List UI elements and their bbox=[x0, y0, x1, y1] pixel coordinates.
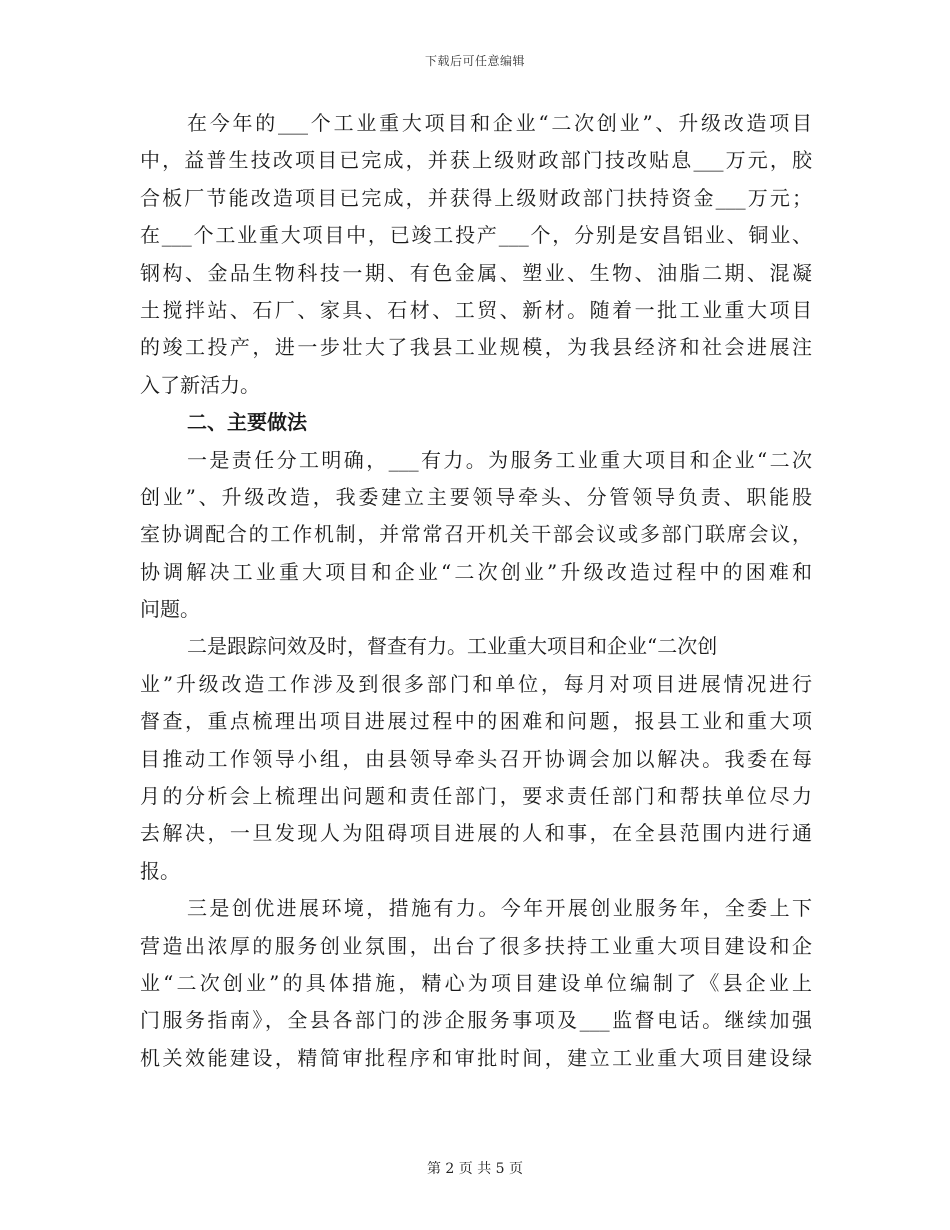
text-line: 一是责任分工明确，___有力。为服务工业重大项目和企业“二次 bbox=[187, 447, 812, 472]
text-line: 营造出浓厚的服务创业氛围，出台了很多扶持工业重大项目建设和企 bbox=[140, 933, 812, 958]
text-line: 督查，重点梳理出项目进展过程中的困难和问题，报县工业和重大项 bbox=[140, 709, 812, 734]
text-line: 目推动工作领导小组，由县领导牵头召开协调会加以解决。我委在每 bbox=[140, 746, 812, 771]
text-line: 业”升级改造工作涉及到很多部门和单位，每月对项目进展情况进行 bbox=[140, 671, 812, 696]
text-line: 二是跟踪问效及时，督查有力。工业重大项目和企业“二次创 bbox=[187, 634, 718, 659]
text-line: 去解决，一旦发现人为阻碍项目进展的人和事，在全县范围内进行通 bbox=[140, 821, 812, 846]
text-line: 三是创优进展环境，措施有力。今年开展创业服务年，全委上下 bbox=[187, 896, 812, 921]
text-line: 入了新活力。 bbox=[140, 372, 260, 397]
text-line: 报。 bbox=[140, 858, 180, 883]
text-line: 业“二次创业”的具体措施，精心为项目建设单位编制了《县企业上 bbox=[140, 970, 812, 995]
text-line: 在今年的___个工业重大项目和企业“二次创业”、升级改造项目 bbox=[187, 111, 812, 135]
text-line: 钢构、金品生物科技一期、有色金属、塑业、生物、油脂二期、混凝 bbox=[140, 260, 812, 285]
page-footer: 第 2 页 共 5 页 bbox=[426, 1161, 524, 1177]
text-line: 的竣工投产，进一步壮大了我县工业规模，为我县经济和社会进展注 bbox=[140, 335, 812, 360]
text-line: 问题。 bbox=[140, 597, 200, 622]
text-line: 室协调配合的工作机制，并常常召开机关干部会议或多部门联席会议， bbox=[140, 522, 812, 547]
text-line: 土搅拌站、石厂、家具、石材、工贸、新材。随着一批工业重大项目 bbox=[140, 297, 812, 322]
document-body bbox=[140, 105, 812, 1077]
text-line: 合板厂节能改造项目已完成，并获得上级财政部门扶持资金___万元； bbox=[140, 185, 812, 210]
text-line: 创业”、升级改造，我委建立主要领导牵头、分管领导负责、职能股 bbox=[140, 484, 812, 509]
text-line: 中，益普生技改项目已完成，并获上级财政部门技改贴息___万元，胶 bbox=[140, 148, 812, 173]
text-line: 协调解决工业重大项目和企业“二次创业”升级改造过程中的困难和 bbox=[140, 559, 812, 584]
text-line: 机关效能建设，精简审批程序和审批时间，建立工业重大项目建设绿 bbox=[140, 1045, 812, 1070]
text-line: 在___个工业重大项目中，已竣工投产___个，分别是安昌铝业、铜业、 bbox=[140, 223, 812, 248]
text-line: 月的分析会上梳理出问题和责任部门，要求责任部门和帮扶单位尽力 bbox=[140, 784, 812, 809]
page-header: 下载后可任意编辑 bbox=[424, 54, 525, 68]
section-heading: 二、主要做法 bbox=[187, 410, 307, 435]
text-line: 门服务指南》，全县各部门的涉企服务事项及___监督电话。继续加强 bbox=[140, 1008, 812, 1033]
